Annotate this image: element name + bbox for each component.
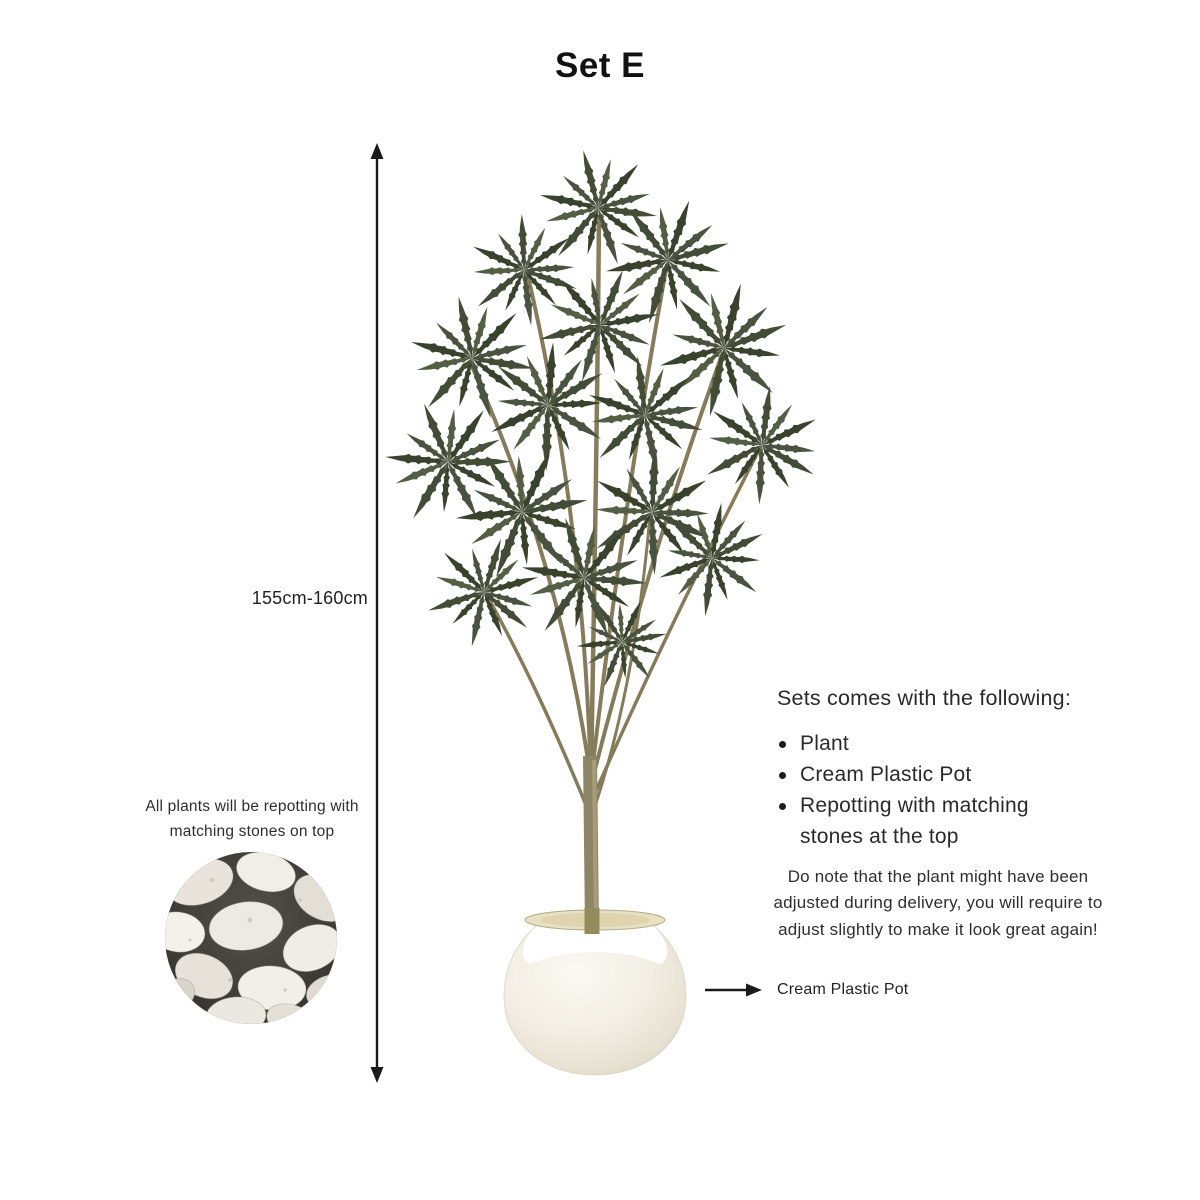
page-title: Set E [554, 46, 646, 85]
stones-photo [147, 846, 359, 1044]
includes-item-repotting: Repotting with matching stones at the top [777, 791, 1062, 853]
includes-heading: Sets comes with the following: [777, 686, 1071, 710]
includes-item-pot: Cream Plastic Pot [777, 760, 1062, 791]
plant-trunk [590, 756, 596, 928]
height-arrow [371, 143, 384, 1083]
pot-callout-label: Cream Plastic Pot [777, 981, 909, 998]
delivery-note: Do note that the plant might have been adjusted during delivery, you will require to adjust slightly to make it look great again! [773, 867, 1103, 939]
height-measurement-label: 155cm-160cm [251, 588, 368, 608]
stones-caption: All plants will be repotting with matching stones on top [145, 798, 359, 841]
pot-arrow [705, 984, 762, 997]
pot-graphic [504, 908, 686, 1075]
includes-list [777, 729, 1062, 852]
includes-item-plant: Plant [777, 729, 1062, 760]
